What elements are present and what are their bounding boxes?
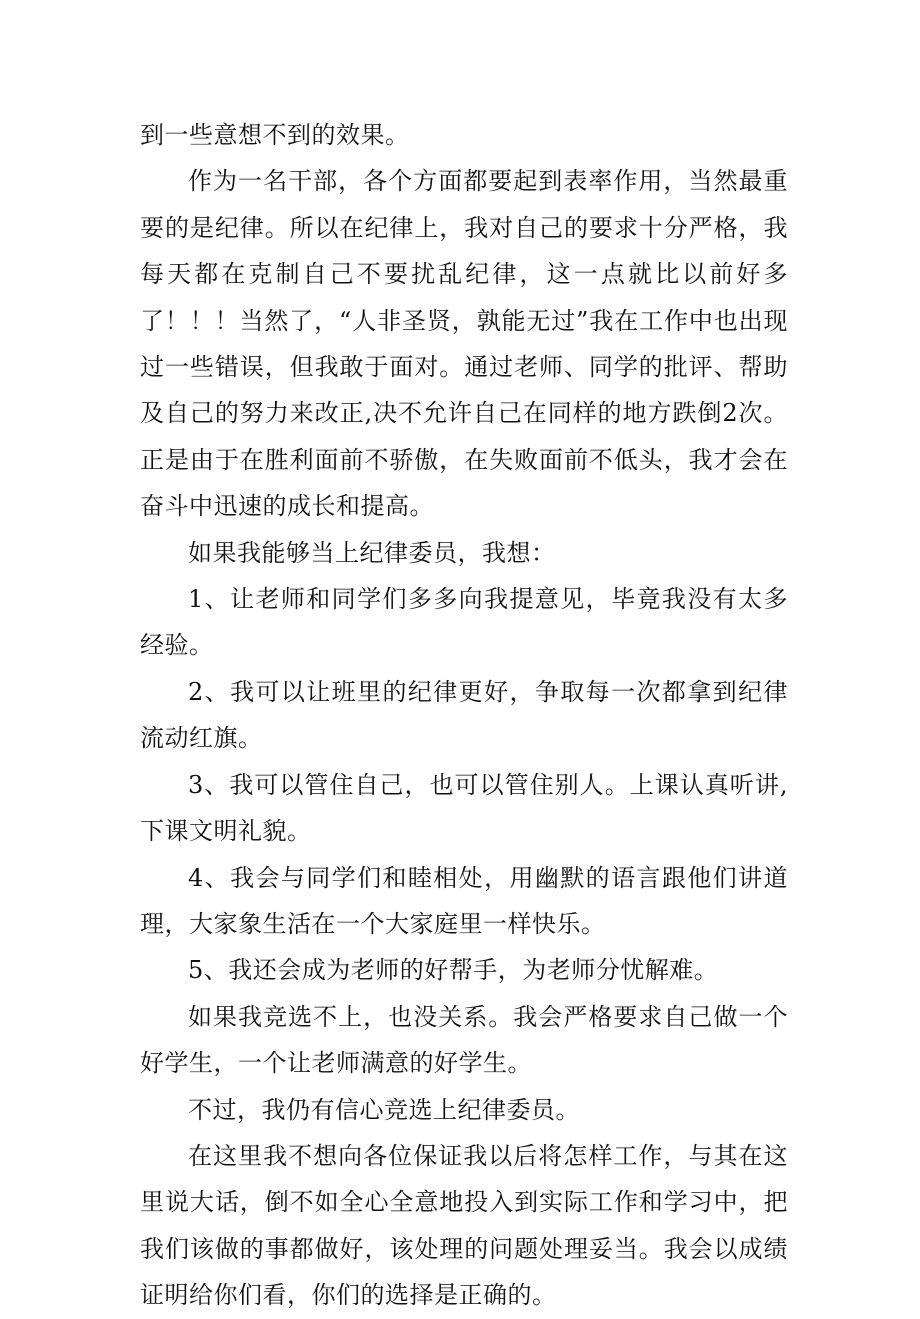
list-item-3: 3、我可以管住自己，也可以管住别人。上课认真听讲,下课文明礼貌。 [140,770,788,846]
paragraph-if-not-elected: 如果我竞选不上，也没关系。我会严格要求自己做一个好学生，一个让老师满意的好学生。 [140,1002,788,1078]
paragraph-role-model: 作为一名干部，各个方面都要起到表率作用，当然最重要的是纪律。所以在纪律上，我对自己的要求十分严格，我每天都在克制自己不要扰乱纪律，这一点就比以前好多了！！！当然了，“人非圣贤，孰能无过”我在工作中也出现过一些错误，但我敢于面对。通过老师、同学的批评、帮助及自己的努力来改正,决不允许自己在同样的地方跌倒2次。正是由于在胜利面前不骄傲，在失败面前不低头，我才会在奋斗中迅速的成长和提高。 [140,167,788,521]
list-item-4: 4、我会与同学们和睦相处，用幽默的语言跟他们讲道理，大家象生活在一个大家庭里一样快乐。 [140,863,788,938]
list-item-5: 5、我还会成为老师的好帮手，为老师分忧解难。 [188,956,719,985]
document-body [140,112,788,1319]
paragraph-confidence: 不过，我仍有信心竞选上纪律委员。 [188,1095,580,1124]
paragraph-if-elected: 如果我能够当上纪律委员，我想： [188,538,556,567]
list-item-1: 1、让老师和同学们多多向我提意见，毕竟我没有太多经验。 [140,585,788,660]
paragraph-closing: 在这里我不想向各位保证我以后将怎样工作，与其在这里说大话，倒不如全心全意地投入到实际工作和学习中，把我们该做的事都做好，该处理的问题处理妥当。我会以成绩证明给你们看，你们的选择是正确的。 [140,1141,788,1310]
paragraph-continuation: 到一些意想不到的效果。 [140,121,410,149]
list-item-2: 2、我可以让班里的纪律更好，争取每一次都拿到纪律流动红旗。 [140,677,788,753]
